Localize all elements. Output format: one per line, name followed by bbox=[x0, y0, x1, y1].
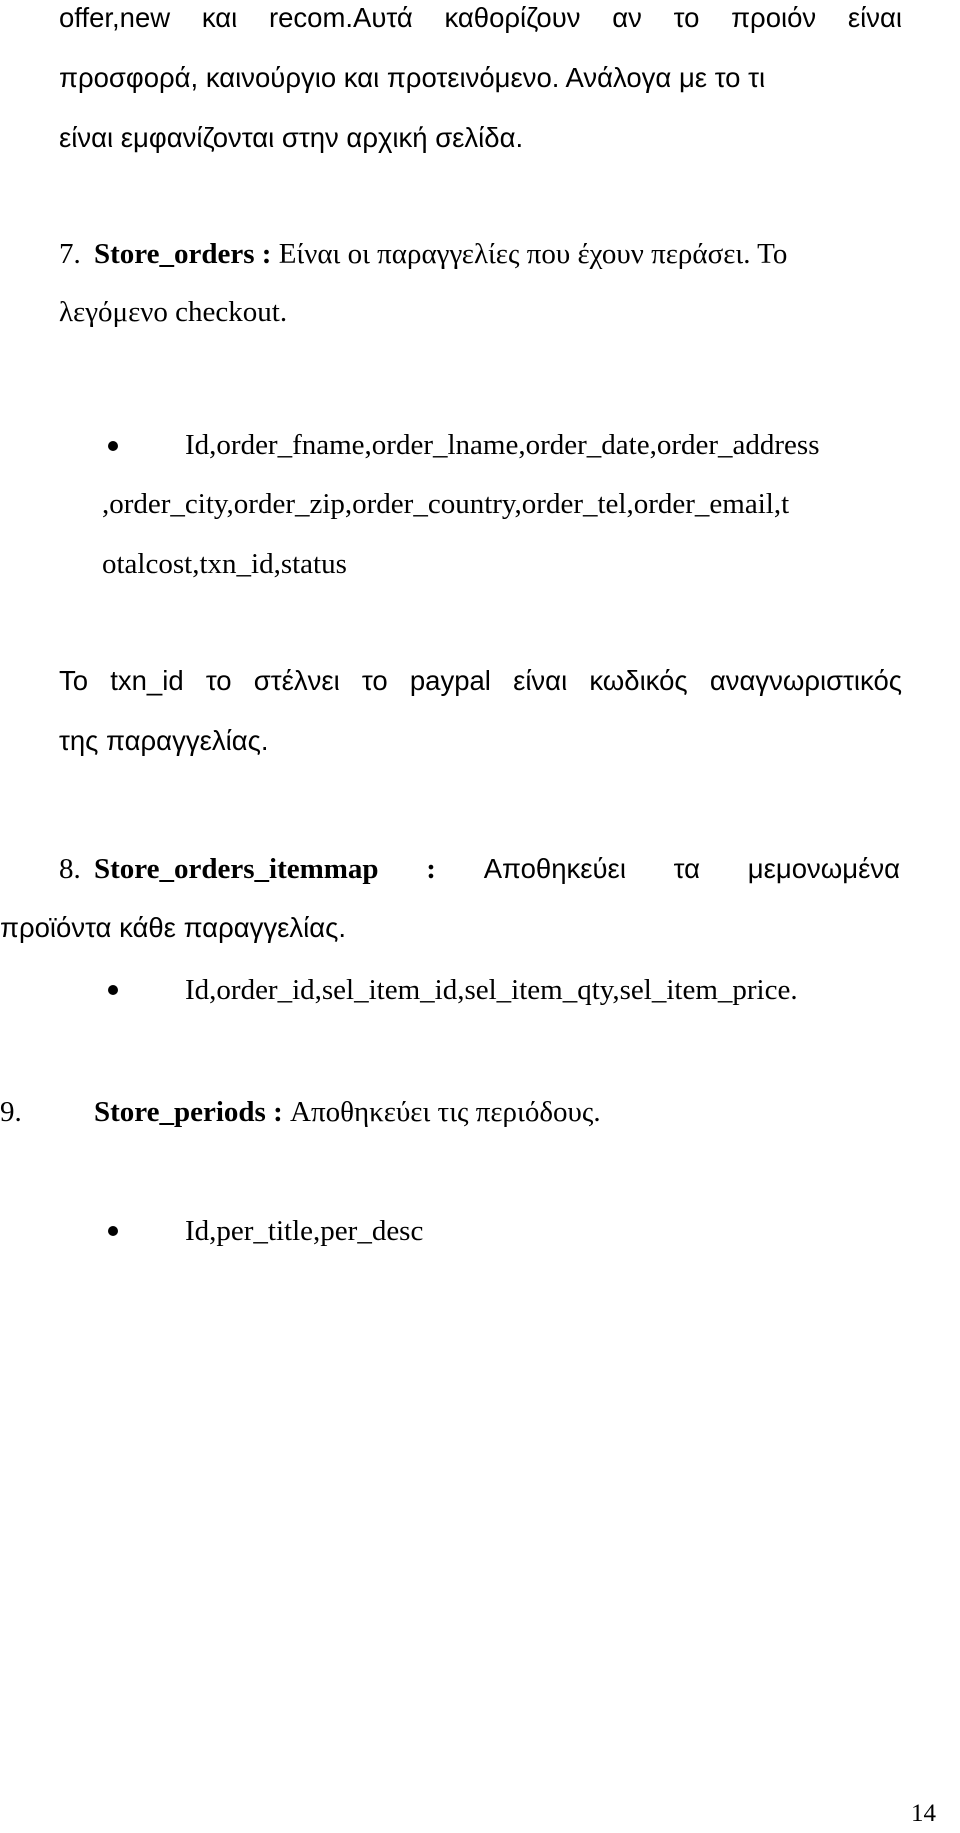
section8-colon: : bbox=[426, 853, 436, 885]
section7-note-line1: Το txn_id το στέλνει το paypal είναι κωδικός αναγνωριστικός bbox=[59, 665, 902, 696]
para6-line3: είναι εμφανίζονται στην αρχική σελίδα. bbox=[59, 122, 524, 153]
section8-desc-word2: τα bbox=[673, 853, 701, 884]
section7-desc: Είναι οι παραγγελίες που έχουν περάσει. Το bbox=[271, 238, 788, 270]
section7-fields-line1: Id,order_fname,order_lname,order_date,order_address bbox=[185, 429, 820, 461]
section8-desc-word1: Αποθηκεύει bbox=[483, 853, 626, 884]
section7-desc-line2: λεγόμενο checkout. bbox=[59, 296, 288, 328]
section9-name: Store_periods : bbox=[94, 1096, 283, 1128]
section7-number: 7. bbox=[59, 238, 81, 270]
section7-bullet-icon bbox=[108, 441, 118, 451]
section8-fields: Id,order_id,sel_item_id,sel_item_qty,sel_item_price. bbox=[185, 974, 798, 1006]
section7-name: Store_orders : bbox=[94, 238, 272, 270]
section9-fields: Id,per_title,per_desc bbox=[185, 1215, 424, 1247]
para6-line2: προσφορά, καινούργιο και προτεινόμενο. Ανάλογα με το τι bbox=[59, 62, 766, 93]
section7-heading bbox=[94, 240, 787, 269]
section8-desc-line2: προϊόντα κάθε παραγγελίας. bbox=[0, 912, 347, 943]
section8-name: Store_orders_itemmap bbox=[94, 853, 379, 885]
section9-bullet-icon bbox=[108, 1226, 118, 1236]
section8-desc-word3: μεμονωμένα bbox=[747, 853, 900, 884]
section9-desc: Αποθηκεύει τις περιόδους. bbox=[282, 1096, 601, 1128]
para6-line1: offer,new και recom.Αυτά καθορίζουν αν το προιόν είναι bbox=[59, 2, 902, 33]
section7-fields-line3: otalcost,txn_id,status bbox=[102, 548, 347, 580]
section7-note-line2: της παραγγελίας. bbox=[59, 725, 269, 756]
page-number: 14 bbox=[911, 1800, 936, 1827]
section8-bullet-icon bbox=[108, 985, 118, 995]
section8-number: 8. bbox=[59, 853, 81, 885]
section9-number: 9. bbox=[0, 1096, 22, 1128]
section9-heading bbox=[94, 1098, 601, 1127]
section8-heading bbox=[94, 855, 900, 884]
section7-fields-line2: ,order_city,order_zip,order_country,order_tel,order_email,t bbox=[102, 488, 790, 520]
